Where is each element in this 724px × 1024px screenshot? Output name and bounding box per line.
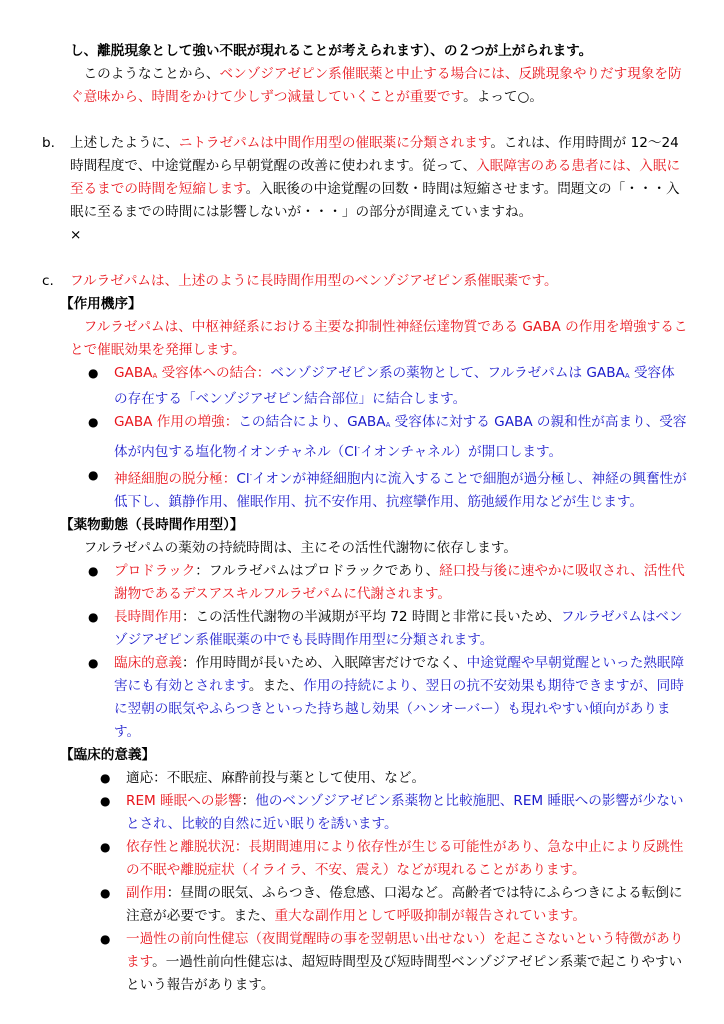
section-a-paragraph: このようなことから、ベンゾジアゼピン系催眠薬と中止する場合には、反跳現象やりだす現象を防ぐ意味から、時間をかけて少しずつ減量していくことが重要です。よって○。 (70, 66, 682, 105)
list-item: ● 副作用：昼間の眠気、ふらつき、倦怠感、口渇など。高齢者では特にふらつきによる転倒に注意が必要です。また、重大な副作用として呼吸抑制が報告されています。 (70, 882, 688, 928)
clinical-list (70, 767, 688, 997)
bullet-icon: ● (100, 932, 111, 946)
section-a-line1: し、離脱現象として強い不眠が現れることが考えられます）、の２つが上がられます。 (70, 43, 593, 59)
document-page (42, 40, 688, 997)
section-b-verdict: × (70, 227, 82, 243)
list-item: ● 長時間作用：この活性代謝物の半減期が平均 72 時間と非常に長いため、フルラゼパムはベンゾジアゼピン系催眠薬の中でも長時間作用型に分類されます。 (70, 606, 688, 652)
section-c-intro: c. フルラゼパムは、上述のように長時間作用型のベンゾジアゼピン系催眠薬です。 (70, 270, 688, 293)
section-b-letter: b. (42, 135, 55, 151)
list-item: ● 適応：不眠症、麻酔前投与薬として使用、など。 (70, 767, 688, 790)
bullet-icon: ● (88, 564, 99, 578)
list-item: ● $GABA_A$ 受容体への結合：ベンゾジアゼピン系の薬物として、フルラゼパムは $GABA_A$ 受容体の存在する「ベンゾジアゼピン結合部位」に結合します。 (70, 362, 688, 411)
pharmacokinetics-list (70, 560, 688, 744)
bullet-icon: ● (88, 468, 99, 482)
mechanism-list (70, 362, 688, 514)
bullet-icon: ● (88, 366, 99, 380)
mechanism-heading: 【作用機序】 (60, 296, 142, 312)
mechanism-paragraph: フルラゼパムは、中枢神経系における主要な抑制性神経伝達物質である GABA の作用を増強することで催眠効果を発揮します。 (70, 319, 688, 358)
bullet-icon: ● (88, 610, 99, 624)
list-item: ● 依存性と離脱状況：長期間連用により依存性が生じる可能性があり、急な中止により反跳性の不眠や離脱症状（イライラ、不安、震え）などが現れることがあります。 (70, 836, 688, 882)
list-item: ● プロドラック：フルラゼパムはプロドラックであり、経口投与後に速やかに吸収され、活性代謝物であるデスアスキルフルラゼパムに代謝されます。 (70, 560, 688, 606)
bullet-icon: ● (100, 840, 111, 854)
list-item: ● 神経細胞の脱分極：Cl-イオンが神経細胞内に流入することで細胞が過分極し、神経の興奮性が低下し、鎮静作用、催眠作用、抗不安作用、抗痙攣作用、筋弛緩作用などが生じます。 (70, 464, 688, 514)
list-item: ● 臨床的意義：作用時間が長いため、入眠障害だけでなく、中途覚醒や早朝覚醒といった熟眠障害にも有効とされます。また、作用の持続により、翌日の抗不安効果も期待できますが、同時に翌朝の眠気やふらつきといった持ち越し効果（ハンオーバー）も現れやすい傾向があります。 (70, 652, 688, 744)
bullet-icon: ● (100, 794, 111, 808)
clinical-heading: 【臨床的意義】 (60, 747, 156, 763)
pharmacokinetics-heading: 【薬物動態（長時間作用型）】 (60, 517, 244, 533)
pharmacokinetics-paragraph: フルラゼパムの薬効の持続時間は、主にその活性代謝物に依存します。 (83, 540, 517, 556)
list-item: ● 一過性の前向性健忘（夜間覚醒時の事を翌朝思い出せない）を起こさないという特徴があります。一過性前向性健忘は、超短時間型及び短時間型ベンゾジアゼピン系薬で起こりやすいという報告があります。 (70, 928, 688, 997)
bullet-icon: ● (100, 771, 111, 785)
bullet-icon: ● (100, 886, 111, 900)
list-item: ● REM 睡眠への影響：他のベンゾジアゼピン系薬物と比較施肥、REM 睡眠への影響が少ないとされ、比較的自然に近い眠りを誘います。 (70, 790, 688, 836)
section-b: b. 上述したように、ニトラゼパムは中間作用型の催眠薬に分類されます。これは、作用時間が 12〜24 時間程度で、中途覚醒から早朝覚醒の改善に使われます。従って、入眠障害のある患者には、入眠に至るまでの時間を短縮します。入眠後の中途覚醒の回数・時間は短縮させます。問題文の「・・・入眠に至るまでの時間には影響しないが・・・」の部分が間違えていますね。 (70, 132, 688, 224)
bullet-icon: ● (88, 656, 99, 670)
list-item: ● GABA 作用の増強：この結合により、$GABA_A$ 受容体に対する GABA の親和性が高まり、受容体が内包する塩化物イオンチャネル（Cl-イオンチャネル）が開口します。 (70, 411, 688, 464)
bullet-icon: ● (88, 415, 99, 429)
section-c-letter: c. (42, 273, 54, 289)
